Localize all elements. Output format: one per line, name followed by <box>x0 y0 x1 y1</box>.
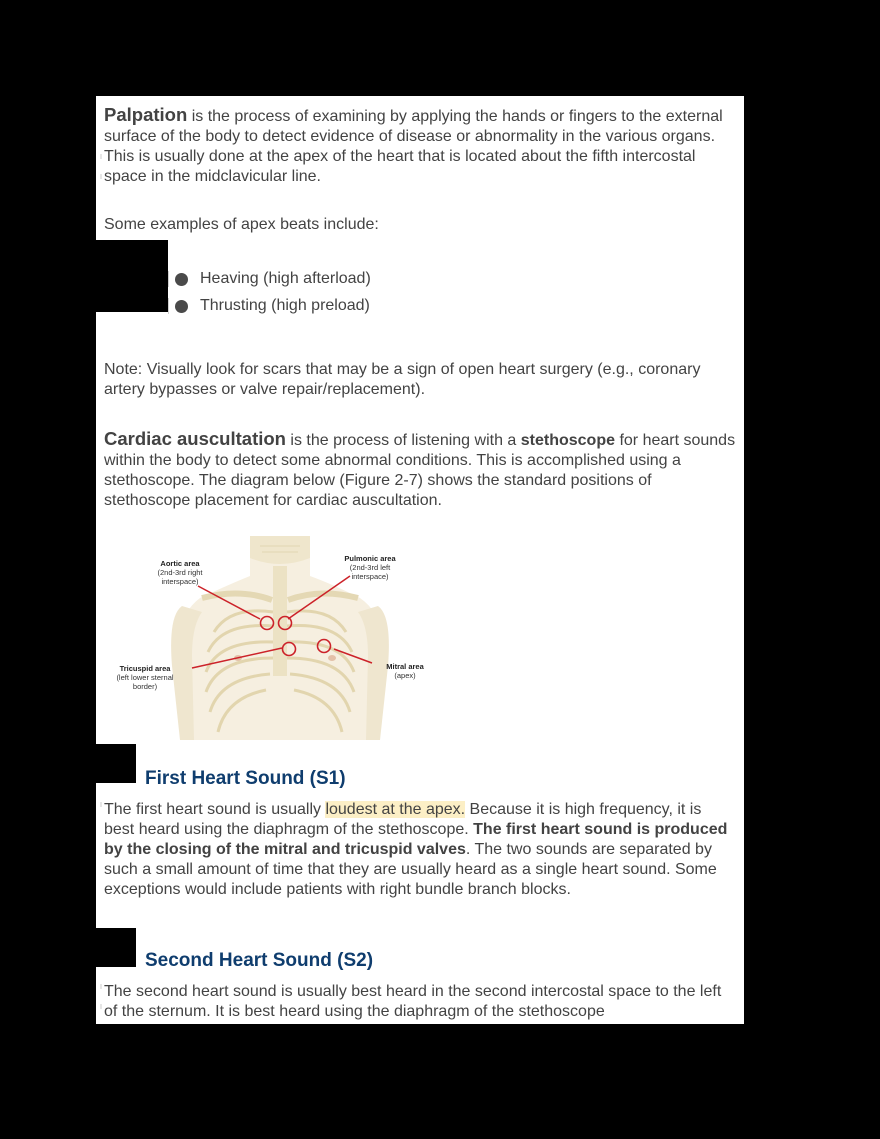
apex-beat-label: Thrusting (high preload) <box>200 297 370 314</box>
pulmonic-area-desc: interspace) <box>351 572 389 581</box>
s1-text: The first heart sound is usually <box>104 801 326 818</box>
mitral-area-title: Mitral area <box>386 662 424 671</box>
edge-marker <box>100 174 102 179</box>
pulmonic-area-desc: (2nd-3rd left <box>349 563 391 572</box>
mitral-area-desc: (apex) <box>394 671 416 680</box>
apex-beat-label: Heaving (high afterload) <box>200 270 371 287</box>
list-bar <box>168 271 169 287</box>
s1-bold: The first heart sound is produced by the closing of the mitral and tricuspid valves <box>104 821 728 858</box>
aortic-area-desc: interspace) <box>161 577 199 586</box>
auscultation-text: is the process of listening with a <box>285 432 521 449</box>
redaction-block <box>96 744 136 783</box>
s2-heading: Second Heart Sound (S2) <box>145 950 374 971</box>
bullet-icon <box>175 273 188 286</box>
aortic-area-label <box>140 559 220 586</box>
palpation-term: Palpation <box>104 104 188 125</box>
s1-paragraph <box>104 800 736 900</box>
s1-heading: First Heart Sound (S1) <box>145 768 346 789</box>
redaction-block <box>96 240 168 312</box>
edge-marker <box>100 984 102 989</box>
list-bar <box>168 298 169 314</box>
apex-beats-list <box>168 269 371 323</box>
auscultation-diagram <box>110 536 440 740</box>
mitral-area-label <box>372 662 438 680</box>
list-item <box>168 269 371 296</box>
stethoscope-term: stethoscope <box>520 432 615 449</box>
apex-intro: Some examples of apex beats include: <box>104 216 379 233</box>
edge-marker <box>100 154 102 159</box>
document-page <box>96 96 744 1024</box>
tricuspid-area-label <box>110 664 180 691</box>
palpation-text: is the process of examining by applying the hands or fingers to the external surface of the body to detect evidence of disease or abnormality in the various organs. This is usually done at the apex of the heart that is located about the fifth intercostal space in the midclavicular line. <box>104 108 723 185</box>
edge-marker <box>100 802 102 807</box>
bullet-icon <box>175 300 188 313</box>
redaction-block <box>96 928 136 967</box>
tricuspid-area-title: Tricuspid area <box>119 664 171 673</box>
palpation-paragraph <box>104 105 736 187</box>
auscultation-paragraph <box>104 429 736 511</box>
aortic-area-desc: (2nd-3rd right <box>157 568 203 577</box>
s1-text: Because it is high frequency, it is best heard using the diaphragm of the stethoscope. <box>104 801 702 838</box>
s1-highlight: loudest at the apex. <box>325 801 466 818</box>
pulmonic-area-label <box>330 554 410 581</box>
s2-paragraph: The second heart sound is usually best heard in the second intercostal space to the left of the sternum. It is best heard using the diaphragm of the stethoscope <box>104 983 722 1020</box>
auscultation-text: for heart sounds within the body to detect some abnormal conditions. This is accomplished using a stethoscope. The diagram below (Figure 2-7) shows the standard positions of stethoscope placement for cardiac auscultation. <box>104 432 736 509</box>
aortic-area-title: Aortic area <box>160 559 200 568</box>
auscultation-term: Cardiac auscultation <box>104 428 286 449</box>
s1-text: . The two sounds are separated by such a small amount of time that they are usually heard as a single heart sound. Some exceptions would include patients with right bundle branch blocks. <box>104 841 717 898</box>
note-paragraph: Note: Visually look for scars that may be a sign of open heart surgery (e.g., coronary artery bypasses or valve repair/replacement). <box>104 361 701 398</box>
list-item <box>168 296 371 323</box>
pulmonic-area-title: Pulmonic area <box>344 554 396 563</box>
tricuspid-area-desc: (left lower sternal <box>116 673 174 682</box>
edge-marker <box>100 1004 102 1009</box>
tricuspid-area-desc: border) <box>132 682 158 691</box>
